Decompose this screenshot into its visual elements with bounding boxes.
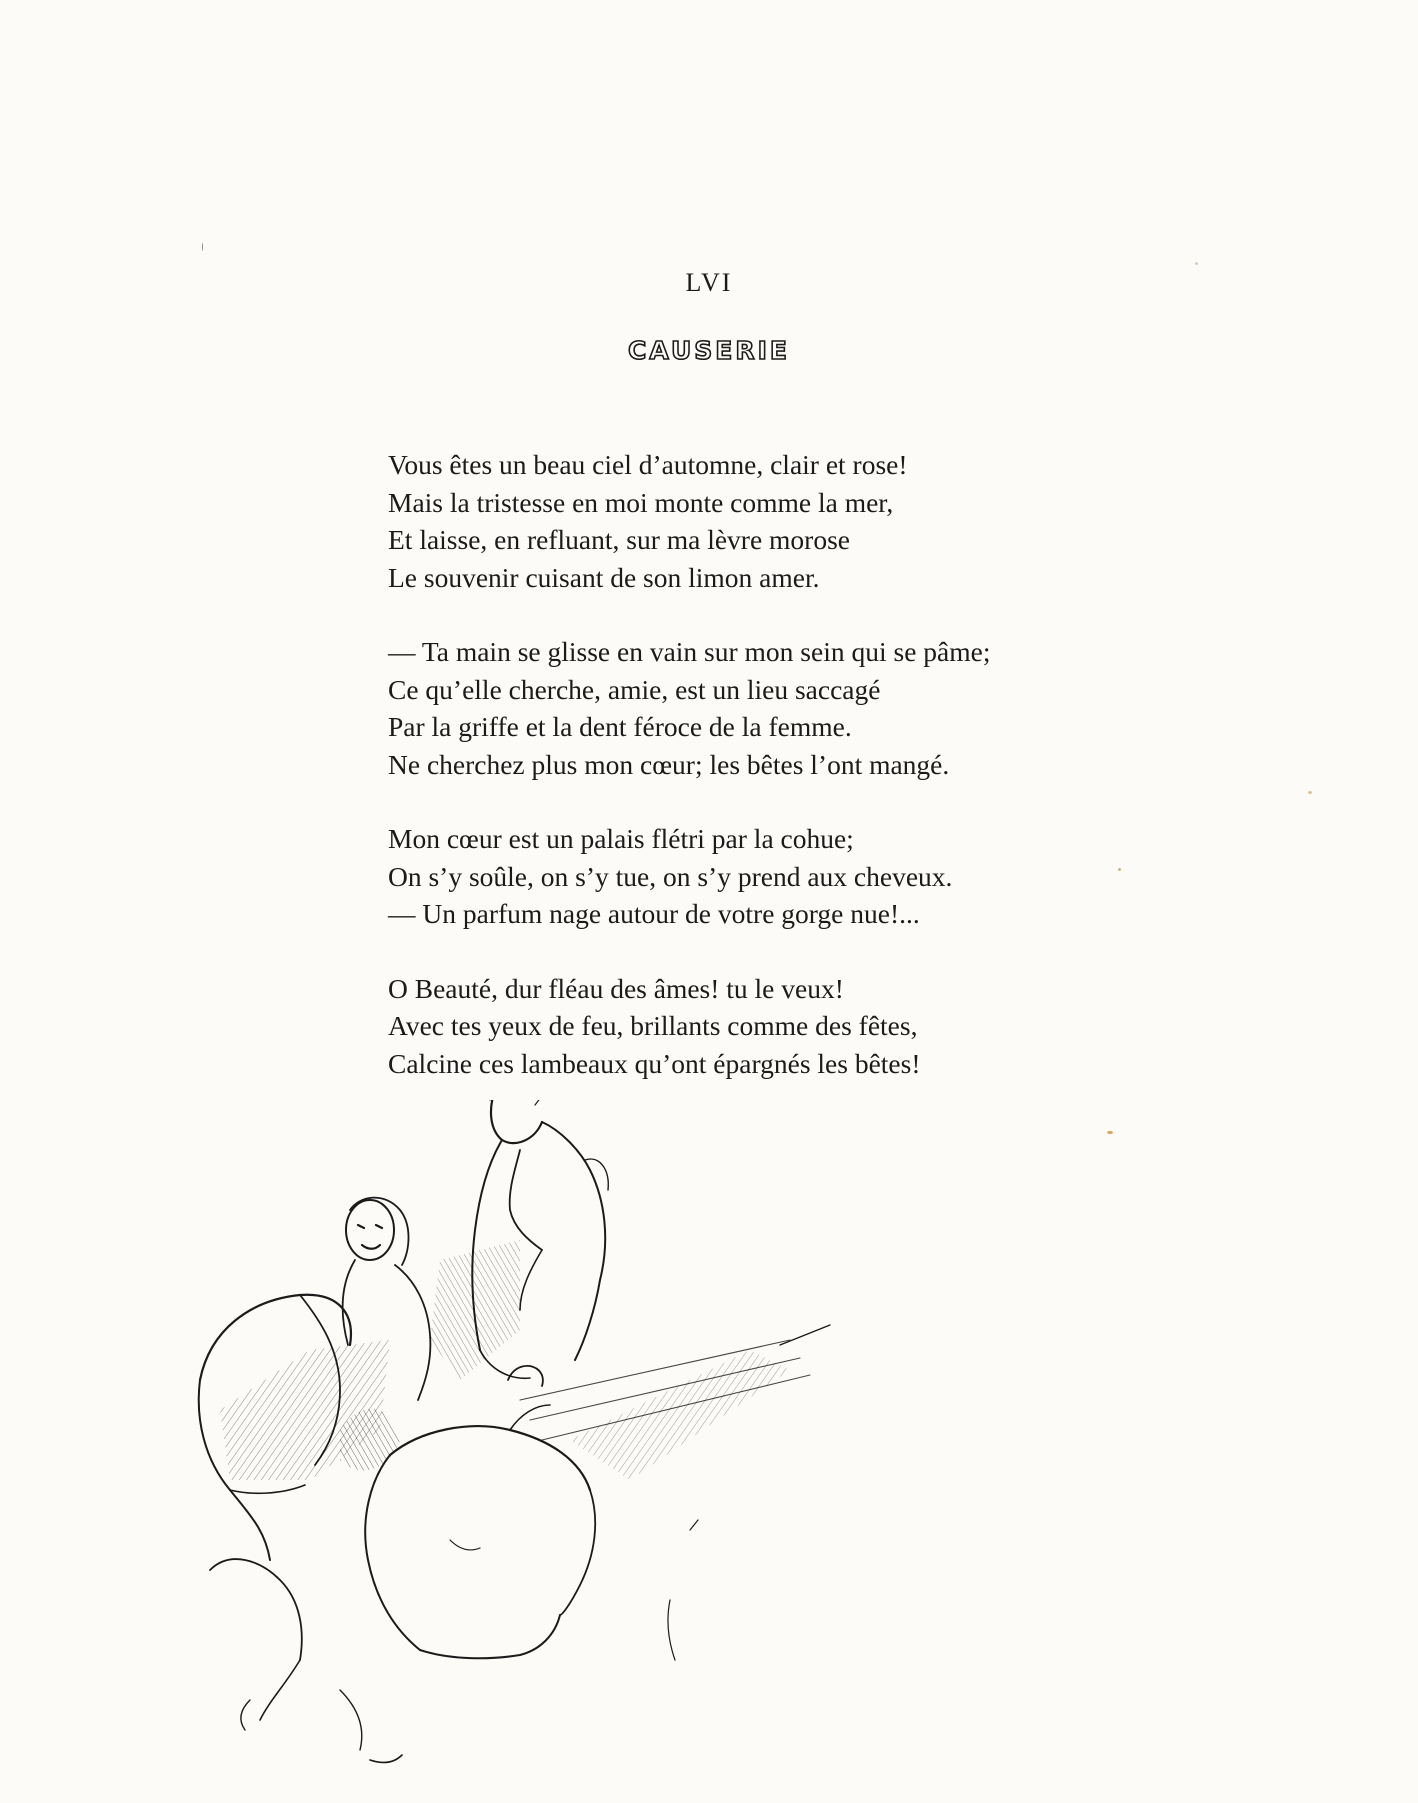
poem-line: — Ta main se glisse en vain sur mon sein qui se pâme;: [388, 636, 991, 667]
poem-line: Avec tes yeux de feu, brillants comme des fêtes,: [388, 1010, 918, 1041]
poem-line: Ce qu’elle cherche, amie, est un lieu saccagé: [388, 673, 881, 705]
poem-line: Et laisse, en refluant, sur ma lèvre morose: [388, 524, 850, 555]
ink-drawing-figures-icon: [190, 1100, 950, 1800]
poem-line: Par la griffe et la dent féroce de la femme.: [388, 711, 852, 742]
poem-line: — Un parfum nage autour de votre gorge nue!...: [388, 898, 920, 929]
stanza-1: [388, 446, 1188, 596]
stanza-4: [388, 970, 1188, 1083]
poem-line: Le souvenir cuisant de son limon amer.: [388, 561, 820, 593]
poem-line: On s’y soûle, on s’y tue, on s’y prend aux cheveux.: [388, 860, 953, 892]
paper-speck: [1107, 1131, 1113, 1134]
poem-line: O Beauté, dur fléau des âmes! tu le veux!: [388, 972, 844, 1004]
paper-speck: [1308, 791, 1312, 794]
poem-number: LVI: [685, 268, 733, 297]
poem-title: CAUSERIE: [628, 336, 790, 365]
paper-speck: [202, 243, 203, 251]
poem-line: Vous êtes un beau ciel d’automne, clair et rose!: [388, 449, 908, 480]
stanza-2: [388, 633, 1188, 783]
poem-line: Ne cherchez plus mon cœur; les bêtes l’ont mangé.: [388, 748, 950, 780]
paper-speck: [1195, 262, 1198, 265]
poem-line: Calcine ces lambeaux qu’ont épargnés les bêtes!: [388, 1047, 921, 1079]
paper-speck: [1118, 868, 1121, 871]
poem-line: Mais la tristesse en moi monte comme la mer,: [388, 486, 894, 518]
stanza-3: [388, 820, 1188, 933]
poem-body: [388, 446, 1188, 1119]
poem-line: Mon cœur est un palais flétri par la cohue;: [388, 823, 854, 854]
